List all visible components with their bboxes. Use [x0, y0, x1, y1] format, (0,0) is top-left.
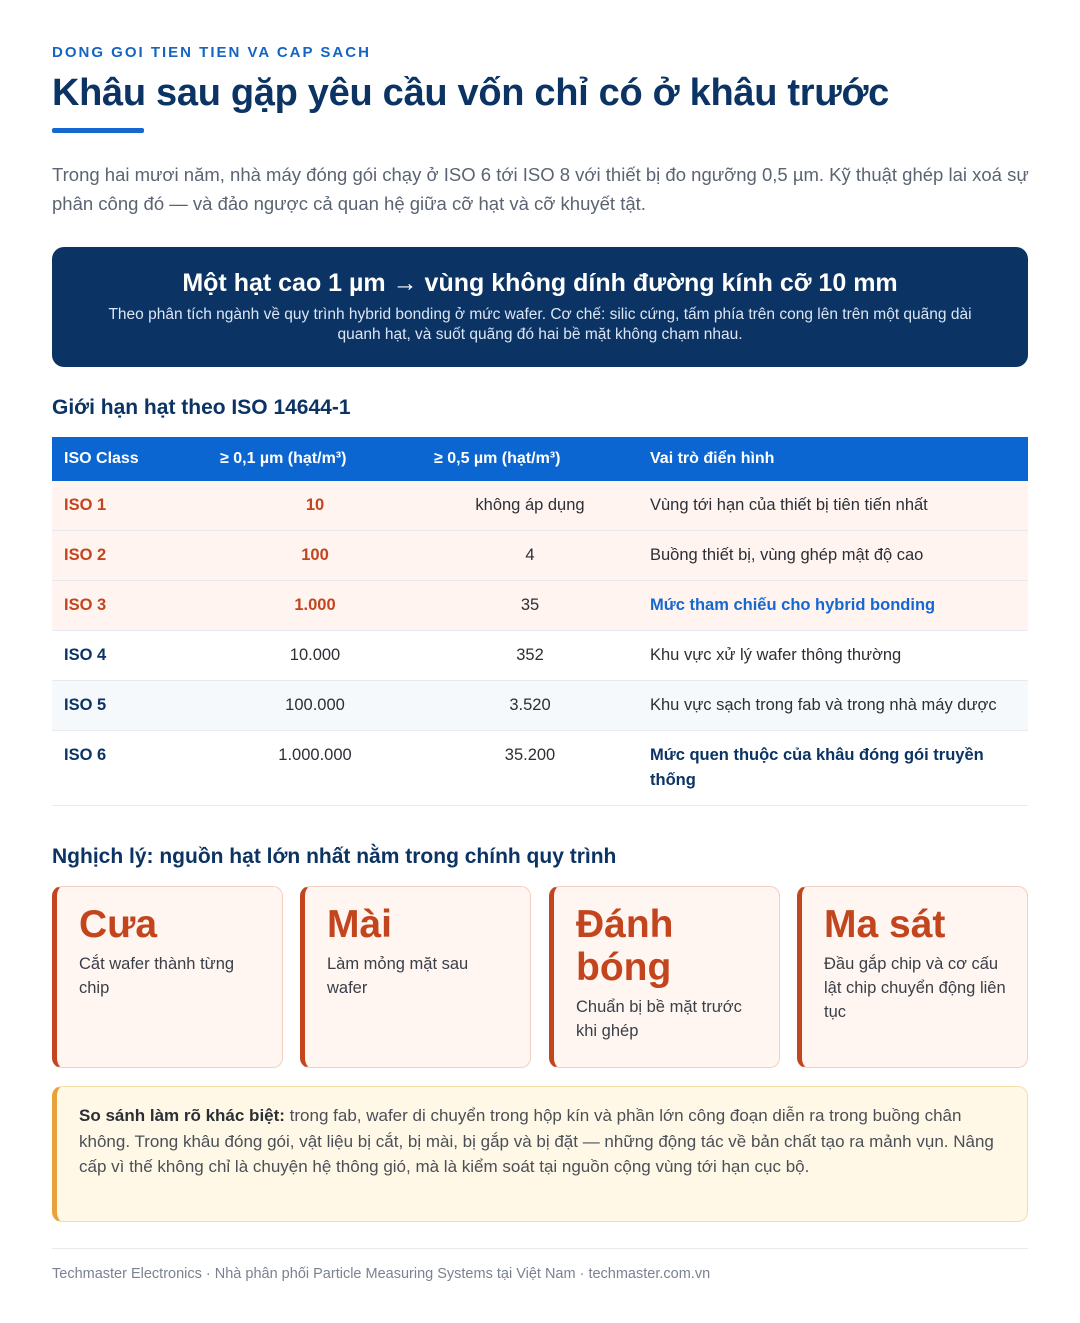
table-heading: Giới hạn hạt theo ISO 14644-1 — [52, 396, 351, 419]
typical-role: Buồng thiết bị, vùng ghép mật độ cao — [638, 531, 1028, 581]
iso-limits-table — [52, 437, 1028, 806]
page-title: Khâu sau gặp yêu cầu vốn chỉ có ở khâu trước — [52, 72, 889, 114]
count-01um: 1.000.000 — [208, 731, 422, 806]
source-card-grind — [300, 886, 531, 1068]
card-title: Mài — [327, 903, 393, 946]
eyebrow: DONG GOI TIEN TIEN VA CAP SACH — [52, 44, 371, 61]
table-header-row — [52, 437, 1028, 481]
count-01um: 10.000 — [208, 631, 422, 681]
card-title: Cưa — [79, 903, 158, 946]
iso-class: ISO 5 — [52, 681, 208, 731]
card-text: Đầu gắp chip và cơ cấu lật chip chuyển động liên tục — [824, 955, 1006, 1021]
card-text: Cắt wafer thành từng chip — [79, 955, 235, 997]
source-card-saw — [52, 886, 283, 1068]
table-row — [52, 581, 1028, 631]
count-05um: 35.200 — [422, 731, 638, 806]
iso-class: ISO 3 — [52, 581, 208, 631]
count-01um: 10 — [208, 481, 422, 531]
col-header-role: Vai trò điển hình — [638, 437, 1028, 481]
comparison-note — [52, 1086, 1028, 1222]
count-05um: 352 — [422, 631, 638, 681]
source-card-polish — [549, 886, 780, 1068]
count-01um: 100 — [208, 531, 422, 581]
footer-text: Techmaster Electronics · Nhà phân phối Particle Measuring Systems tại Việt Nam · techmaster.com.vn — [52, 1266, 711, 1282]
col-header-class: ISO Class — [52, 437, 208, 481]
key-fact-callout — [52, 247, 1028, 367]
count-05um: 4 — [422, 531, 638, 581]
count-05um: 3.520 — [422, 681, 638, 731]
iso-class: ISO 6 — [52, 731, 208, 806]
callout-title: Một hạt cao 1 µm → vùng không dính đường kính cỡ 10 mm — [182, 269, 898, 297]
table-row — [52, 681, 1028, 731]
paradox-heading: Nghịch lý: nguồn hạt lớn nhất nằm trong chính quy trình — [52, 845, 617, 868]
iso-class: ISO 2 — [52, 531, 208, 581]
typical-role: Khu vực sạch trong fab và trong nhà máy dược — [638, 681, 1028, 731]
table-row — [52, 631, 1028, 681]
source-card-friction — [797, 886, 1028, 1068]
particle-source-cards — [52, 886, 1028, 1068]
card-title: Đánh bóng — [576, 903, 674, 989]
count-05um: 35 — [422, 581, 638, 631]
count-05um: không áp dụng — [422, 481, 638, 531]
col-header-05um: ≥ 0,5 µm (hạt/m³) — [422, 437, 638, 481]
typical-role: Vùng tới hạn của thiết bị tiên tiến nhất — [638, 481, 1028, 531]
note-lead: So sánh làm rõ khác biệt: — [79, 1106, 285, 1125]
title-underline — [52, 128, 144, 133]
footer-divider — [52, 1248, 1028, 1249]
typical-role: Mức tham chiếu cho hybrid bonding — [638, 581, 1028, 631]
count-01um: 100.000 — [208, 681, 422, 731]
table-row — [52, 531, 1028, 581]
count-01um: 1.000 — [208, 581, 422, 631]
callout-text: Theo phân tích ngành về quy trình hybrid bonding ở mức wafer. Cơ chế: silic cứng, tấm phía trên cong lên trên một quãng dài quanh hạt, và suốt quãng đó hai bề mặt không chạm nhau. — [108, 306, 972, 343]
card-text: Chuẩn bị bề mặt trước khi ghép — [576, 998, 742, 1040]
col-header-01um: ≥ 0,1 µm (hạt/m³) — [208, 437, 422, 481]
card-title: Ma sát — [824, 903, 946, 946]
typical-role: Mức quen thuộc của khâu đóng gói truyền thống — [638, 731, 1028, 806]
card-text: Làm mỏng mặt sau wafer — [327, 955, 469, 997]
intro-paragraph: Trong hai mươi năm, nhà máy đóng gói chạy ở ISO 6 tới ISO 8 với thiết bị đo ngưỡng 0,5 µm. Kỹ thuật ghép lai xoá sự phân công đó — và đảo ngược cả quan hệ giữa cỡ hạt và cỡ khuyết tật. — [52, 164, 1029, 214]
table-row — [52, 481, 1028, 531]
note-text: trong fab, wafer di chuyển trong hộp kín và phần lớn công đoạn diễn ra trong buồng chân không. Trong khâu đóng gói, vật liệu bị cắt, bị mài, bị gắp và bị đặt — những động tác về bản chất tạo ra mảnh vụn. Nâng cấp vì thế không chỉ là chuyện hệ thông gió, mà là kiểm soát tại nguồn cộng vùng tới hạn cục bộ. — [79, 1106, 994, 1176]
iso-class: ISO 4 — [52, 631, 208, 681]
typical-role: Khu vực xử lý wafer thông thường — [638, 631, 1028, 681]
table-row — [52, 731, 1028, 806]
iso-class: ISO 1 — [52, 481, 208, 531]
